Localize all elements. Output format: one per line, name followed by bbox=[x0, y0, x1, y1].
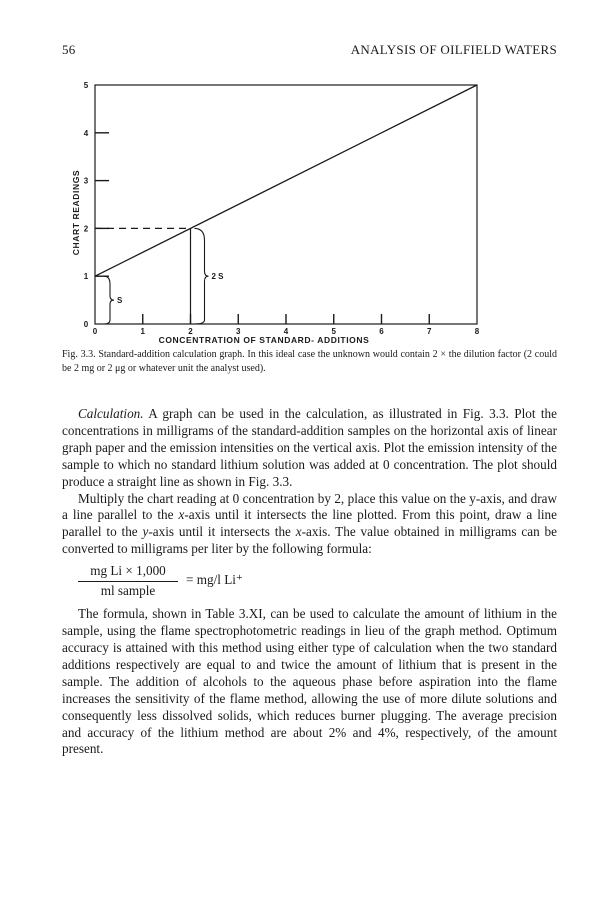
x-tick-label-6: 6 bbox=[379, 327, 384, 336]
x-tick-label-4: 4 bbox=[283, 327, 289, 336]
formula-numerator: mg Li × 1,000 bbox=[78, 563, 178, 582]
x-axis-title: CONCENTRATION OF STANDARD- ADDITIONS bbox=[158, 335, 370, 345]
chart-axes bbox=[95, 85, 477, 324]
conversion-formula bbox=[78, 560, 557, 602]
p2-var-y: y bbox=[142, 524, 149, 540]
running-title: ANALYSIS OF OILFIELD WATERS bbox=[350, 42, 557, 57]
y-tick-label-1: 1 bbox=[83, 272, 89, 282]
chart-tick-labels bbox=[84, 81, 480, 336]
p2-part-d: -axis. The value obtained in milligrams can be converted to milligrams per liter by the following formula: bbox=[62, 524, 558, 557]
bracket-2s bbox=[195, 228, 209, 324]
p2-part-c: -axis until it intersects the bbox=[148, 524, 296, 540]
formula-denominator: ml sample bbox=[100, 583, 156, 599]
paragraph-multiply bbox=[62, 491, 557, 559]
y-tick-label-2: 2 bbox=[83, 224, 89, 234]
bracket-s bbox=[104, 276, 114, 324]
x-tick-label-1: 1 bbox=[140, 327, 145, 336]
annotation-2s: 2 S bbox=[211, 272, 224, 282]
x-tick-label-3: 3 bbox=[236, 327, 241, 336]
x-tick-label-7: 7 bbox=[427, 327, 432, 336]
standard-addition-graph bbox=[0, 0, 615, 345]
figure-caption: Fig. 3.3. Standard-addition calculation graph. In this ideal case the unknown would contain 2 × the dilution factor (2 could be 2 mg or 2 μg or whatever unit the analyst used). bbox=[62, 349, 557, 374]
p2-part-a: Multiply the chart reading at 0 concentration by 2, place this value on the y-axis, and draw a line parallel to the bbox=[62, 490, 557, 523]
formula-fraction bbox=[78, 563, 178, 600]
x-tick-label-5: 5 bbox=[331, 327, 336, 336]
p2-var-x1: x bbox=[178, 507, 185, 523]
body-text bbox=[62, 406, 557, 758]
y-tick-label-3: 3 bbox=[83, 176, 89, 186]
paragraph-formula-usage: The formula, shown in Table 3.XI, can be used to calculate the amount of lithium in the sample, using the flame spectrophotometric readings in lieu of the graph method. Optimum accuracy is attained with this method using either type of calculation when the two standard additions respectively are equal to and twice the amount of lithium that is present in the sample. The addition of alcohols to the aqueous phase before aspiration into the flame increases the sensitivity of the flame method, allowing the use of more dilute solutions and consequently less dissolved solids, which reduces burner plugging. The average precision and accuracy of the lithium method are about 2% and 4%, respectively, of the amount present. bbox=[62, 606, 557, 757]
formula-result: = mg/l Li⁺ bbox=[186, 572, 243, 588]
run-in-heading: Calculation. bbox=[78, 406, 144, 421]
x-tick-label-0: 0 bbox=[92, 327, 98, 336]
paragraph-1-text: A graph can be used in the calculation, as illustrated in Fig. 3.3. Plot the concentrations in milligrams of the standard-addition samples on the horizontal axis of linear graph paper and the emission intensities on the vertical axis. Plot the emission intensity of the sample to which no standard lithium solution was added at 0 concentration. The plot should produce a straight line as shown in Fig. 3.3. bbox=[62, 406, 557, 489]
chart-brackets bbox=[104, 228, 209, 324]
plot-frame bbox=[95, 85, 477, 324]
x-tick-label-2: 2 bbox=[188, 327, 193, 336]
page-number: 56 bbox=[62, 42, 76, 57]
y-tick-label-4: 4 bbox=[83, 128, 89, 138]
paragraph-calculation bbox=[62, 406, 557, 491]
dashed-reference-line bbox=[95, 228, 191, 324]
y-axis-title: CHART READINGS bbox=[71, 169, 81, 256]
y-tick-label-5: 5 bbox=[83, 81, 89, 90]
y-tick-label-0: 0 bbox=[83, 320, 89, 329]
x-tick-label-8: 8 bbox=[474, 327, 480, 336]
p2-var-x2: x bbox=[295, 524, 302, 540]
p2-part-b: -axis until it intersects the line plotted. From this point, draw a line parallel to the bbox=[62, 507, 557, 540]
chart-series bbox=[95, 85, 477, 276]
annotation-s: S bbox=[117, 296, 123, 306]
series-line-0 bbox=[95, 85, 477, 276]
